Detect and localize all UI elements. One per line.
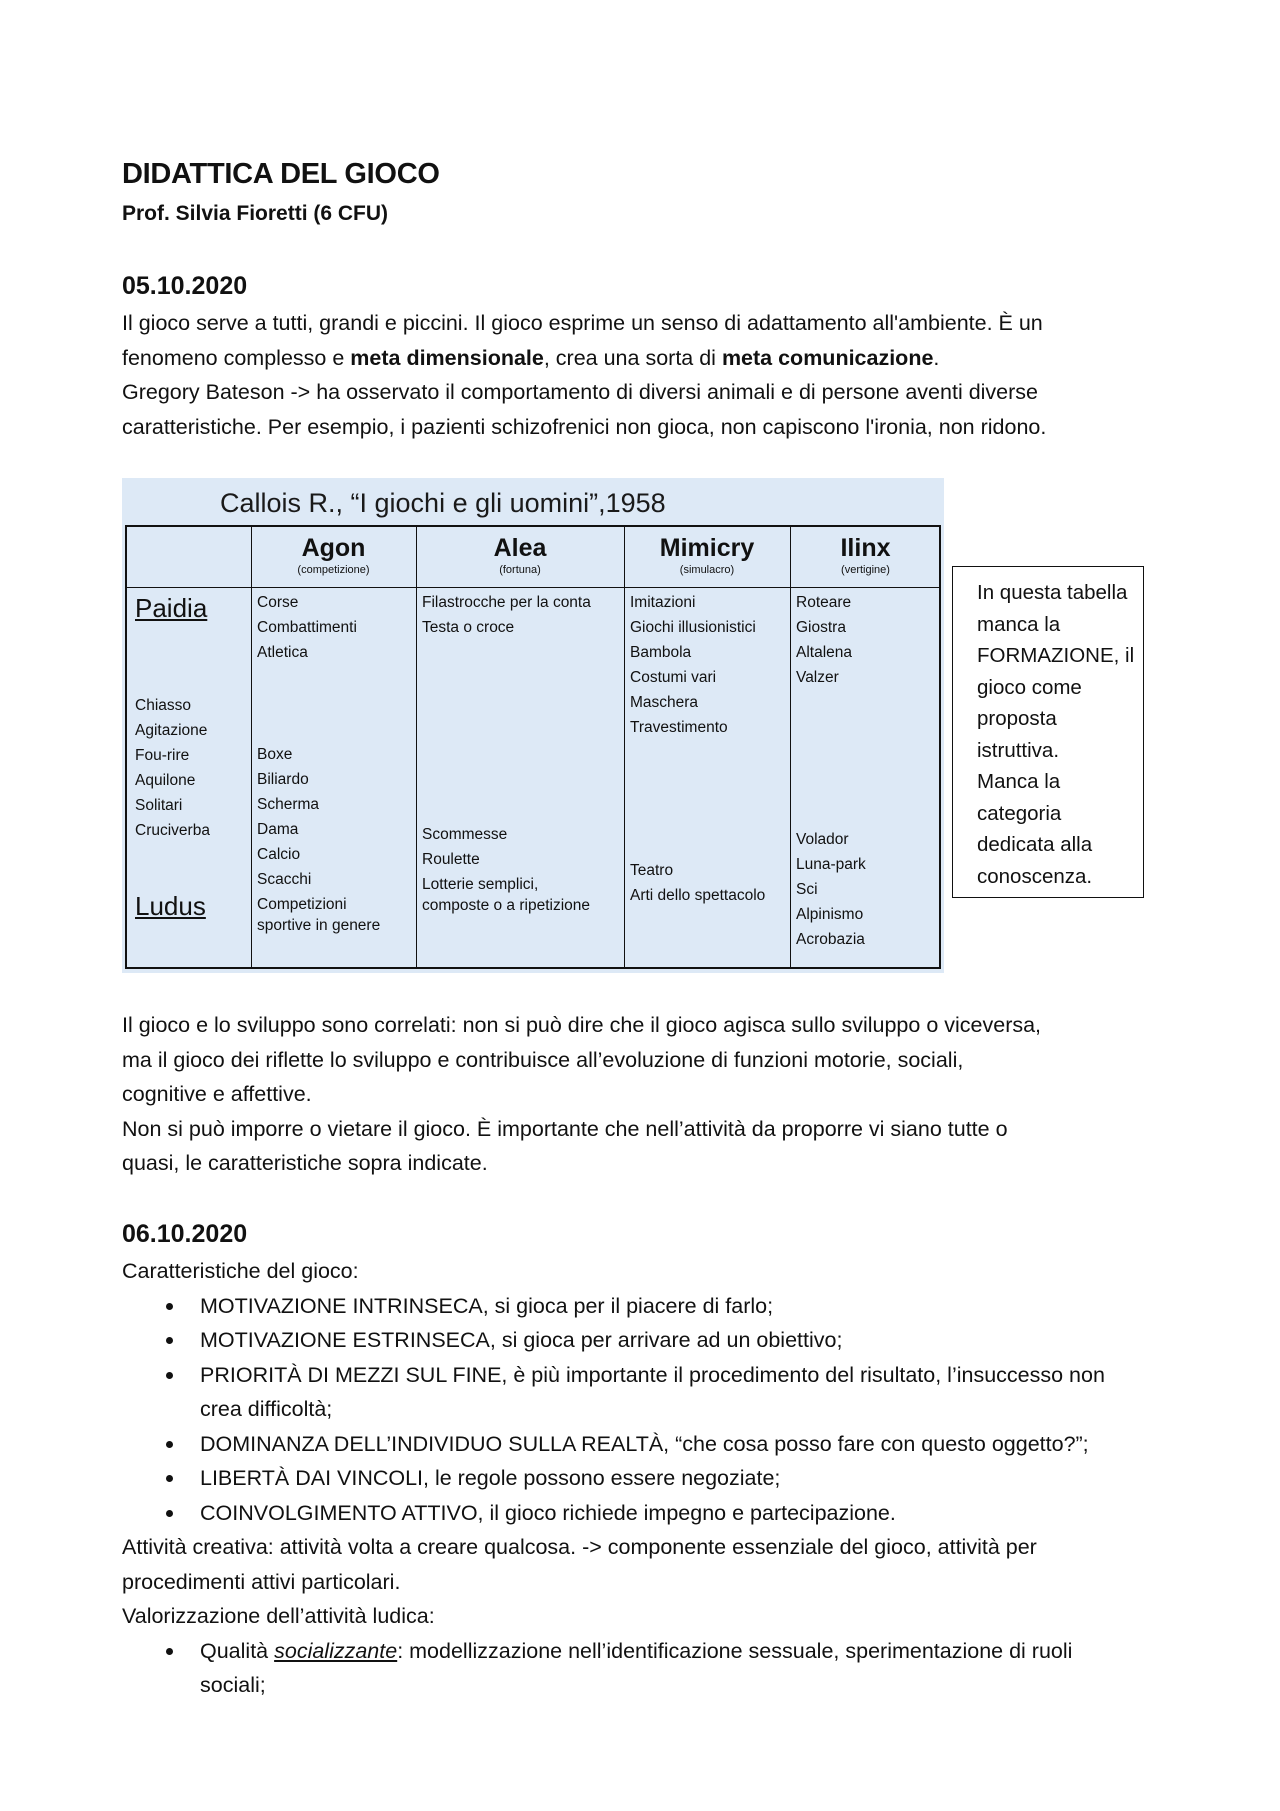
callois-table-figure [122,478,944,973]
list-item: COINVOLGIMENTO ATTIVO, il gioco richiede impegno e partecipazione. [122,1496,1162,1531]
ilinx-top-items: Roteare Giostra Altalena Valzer [796,594,853,686]
text-line: Il gioco serve a tutti, grandi e piccini. Il gioco esprime un senso di adattamento all'ambiente. È un [122,311,1043,335]
agon-bottom-items: Boxe Biliardo Scherma Dama Calcio Scacchi Competizioni sportive in genere [257,746,381,934]
column-header-agon: Agon (competizione) [297,534,370,576]
text-line: ma il gioco dei riflette lo sviluppo e contribuisce all’evoluzione di funzioni motorie, sociali, [122,1047,964,1072]
list-item: MOTIVAZIONE ESTRINSECA, si gioca per arrivare ad un obiettivo; [122,1323,1162,1358]
column-header-alea: Alea (fortuna) [493,534,547,576]
text-line: fenomeno complesso e meta dimensionale, crea una sorta di meta comunicazione. [122,345,940,370]
mimicry-top-items: Imitazioni Giochi illusionistici Bambola Costumi vari Maschera Travestimento [630,594,756,736]
agon-top-items: Corse Combattimenti Atletica [257,594,357,661]
text-line: quasi, le caratteristiche sopra indicate. [122,1151,488,1175]
text-line: Attività creativa: attività volta a creare qualcosa. -> componente essenziale del gioco, attività per [122,1535,1037,1559]
text-line: Non si può imporre o vietare il gioco. È importante che nell’attività da proporre vi siano tutte o [122,1116,1008,1141]
column-header-mimicry: Mimicry (simulacro) [659,534,755,576]
section-1-paragraph [122,306,1162,444]
row-label-paidia: Paidia [135,593,208,623]
text-line: Gregory Bateson -> ha osservato il comportamento di diversi animali e di persone aventi diverse [122,380,1038,404]
document-title: DIDATTICA DEL GIOCO [122,158,440,190]
section-1b-paragraph [122,1008,1162,1181]
list-item: LIBERTÀ DAI VINCOLI, le regole possono essere negoziate; [122,1461,1162,1496]
figure-title: Callois R., “I giochi e gli uomini”,1958 [220,488,666,518]
document-subtitle: Prof. Silvia Fioretti (6 CFU) [122,202,389,225]
mimicry-bottom-items: Teatro Arti dello spettacolo [630,862,766,904]
text-line: procedimenti attivi particolari. [122,1569,401,1594]
characteristics-list [122,1289,1162,1531]
alea-top-items: Filastrocche per la conta Testa o croce [422,594,591,636]
text-line: Il gioco e lo sviluppo sono correlati: non si può dire che il gioco agisca sullo sviluppo o viceversa, [122,1013,1042,1037]
text-line: caratteristiche. Per esempio, i pazienti schizofrenici non gioca, non capiscono l'ironia, non ridono. [122,414,1047,439]
text-line: Caratteristiche del gioco: [122,1259,359,1283]
left-items: Chiasso Agitazione Fou-rire Aquilone Solitari Cruciverba [135,697,210,839]
underlined-term: socializzante [274,1638,398,1663]
column-header-ilinx: Ilinx (vertigine) [840,534,891,576]
bold-term: meta dimensionale [350,345,544,370]
list-item: MOTIVAZIONE INTRINSECA, si gioca per il piacere di farlo; [122,1289,1162,1324]
bold-term: meta comunicazione [721,345,934,370]
callois-table-grid [125,525,941,969]
note-box: In questa tabella manca la FORMAZIONE, il gioco come proposta istruttiva. Manca la categoria dedicata alla conoscenza. [952,566,1144,898]
section-date-1: 05.10.2020 [122,272,248,300]
section-date-2: 06.10.2020 [122,1220,248,1248]
alea-bottom-items: Scommesse Roulette Lotterie semplici, composte o a ripetizione [422,826,591,914]
list-item: PRIORITÀ DI MEZZI SUL FINE, è più importante il procedimento del risultato, l’insuccesso non crea difficoltà; [122,1358,1162,1427]
text-line: cognitive e affettive. [122,1082,312,1106]
section-2-body [122,1254,1162,1703]
list-item: Qualità socializzante: modellizzazione nell’identificazione sessuale, sperimentazione di ruoli sociali; [122,1634,1162,1703]
valorization-list [122,1634,1162,1703]
list-item: DOMINANZA DELL’INDIVIDUO SULLA REALTÀ, “che cosa posso fare con questo oggetto?”; [122,1427,1162,1462]
row-label-ludus: Ludus [135,891,206,921]
ilinx-bottom-items: Volador Luna-park Sci Alpinismo Acrobazia [796,831,866,948]
text-line: Valorizzazione dell’attività ludica: [122,1604,435,1628]
